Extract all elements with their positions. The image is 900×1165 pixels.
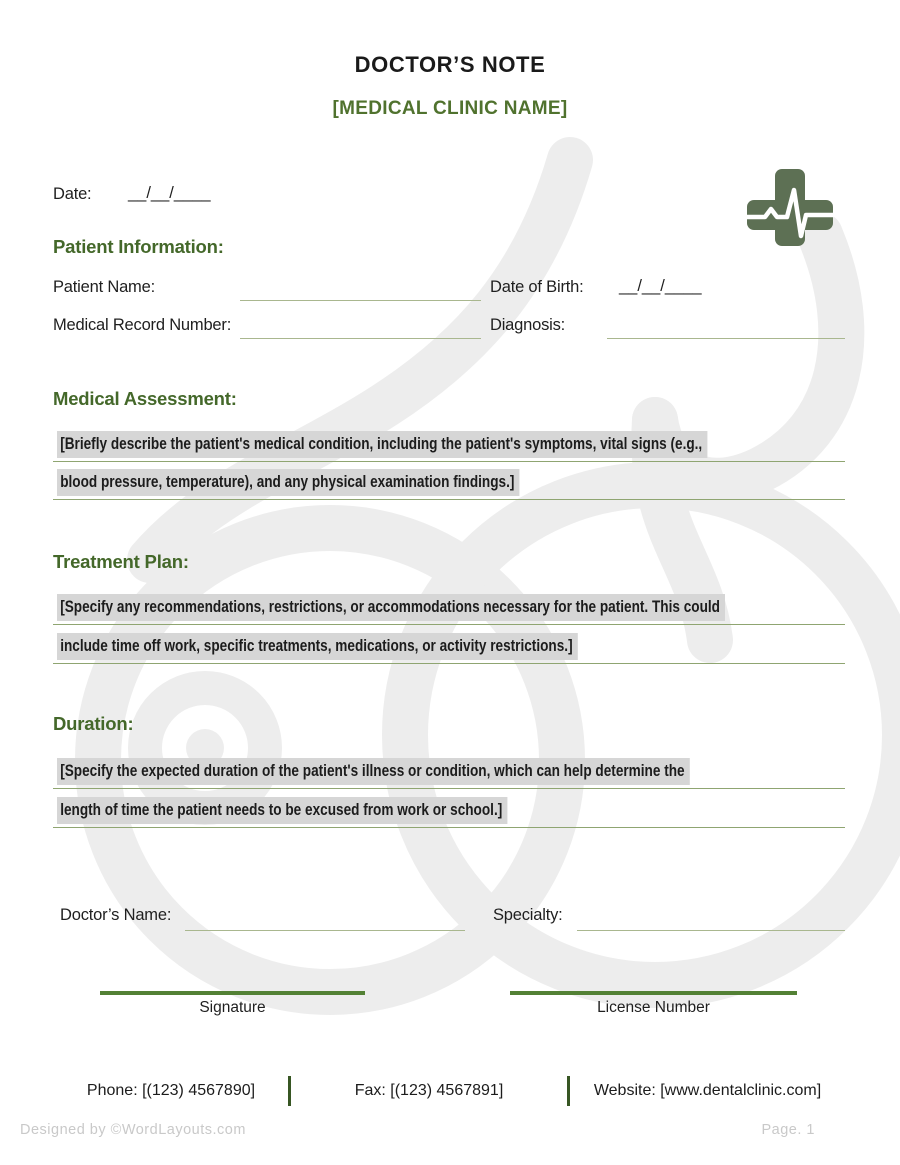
diagnosis-field[interactable] <box>607 316 845 339</box>
page-title: DOCTOR’S NOTE <box>354 52 546 77</box>
mrn-label: Medical Record Number: <box>53 316 232 334</box>
signature-line[interactable] <box>100 991 365 995</box>
patient-name-label: Patient Name: <box>53 278 155 296</box>
dob-field[interactable]: __/__/____ <box>619 277 702 295</box>
writing-line <box>53 788 845 789</box>
mrn-field[interactable] <box>240 316 481 339</box>
duration-line-2[interactable]: length of time the patient needs to be excused from work or school.] <box>57 797 620 824</box>
writing-line <box>53 461 845 462</box>
writing-line <box>53 499 845 500</box>
page-number: Page. 1 <box>761 1122 815 1138</box>
designed-by-credit: Designed by ©WordLayouts.com <box>20 1122 246 1138</box>
date-label: Date: <box>53 185 92 203</box>
medical-assessment-line-1[interactable]: [Briefly describe the patient's medical condition, including the patient's symptoms, vital signs (e.g., <box>57 431 870 458</box>
specialty-label: Specialty: <box>493 906 563 924</box>
doctor-name-field[interactable] <box>185 906 465 931</box>
dob-label: Date of Birth: <box>490 278 584 296</box>
license-number-line[interactable] <box>510 991 797 995</box>
writing-line <box>53 827 845 828</box>
patient-info-heading: Patient Information: <box>53 236 224 257</box>
medical-assessment-heading: Medical Assessment: <box>53 388 237 409</box>
duration-line-1[interactable]: [Specify the expected duration of the patient's illness or condition, which can help determine the <box>57 758 848 785</box>
footer-fax: Fax: [(123) 4567891] <box>354 1082 504 1099</box>
treatment-plan-line-2[interactable]: include time off work, specific treatments, medications, or activity restrictions.] <box>57 633 708 660</box>
footer-phone: Phone: [(123) 4567890] <box>86 1082 256 1099</box>
medical-assessment-line-2[interactable]: blood pressure, temperature), and any physical examination findings.] <box>57 469 635 496</box>
doctor-name-label: Doctor’s Name: <box>60 906 172 924</box>
specialty-field[interactable] <box>577 906 845 931</box>
date-field[interactable]: __/__/____ <box>128 184 211 202</box>
diagnosis-label: Diagnosis: <box>490 316 566 334</box>
footer-website: Website: [www.dentalclinic.com] <box>593 1082 822 1099</box>
treatment-plan-heading: Treatment Plan: <box>53 551 189 572</box>
writing-line <box>53 663 845 664</box>
duration-heading: Duration: <box>53 713 134 734</box>
patient-name-field[interactable] <box>240 278 481 301</box>
writing-line <box>53 624 845 625</box>
treatment-plan-line-1[interactable]: [Specify any recommendations, restrictions, or accommodations necessary for the patient. This could <box>57 594 892 621</box>
medical-cross-pulse-icon <box>745 167 835 248</box>
license-number-label: License Number <box>597 999 710 1016</box>
signature-label: Signature <box>199 999 266 1016</box>
clinic-name: [MEDICAL CLINIC NAME] <box>332 98 568 119</box>
